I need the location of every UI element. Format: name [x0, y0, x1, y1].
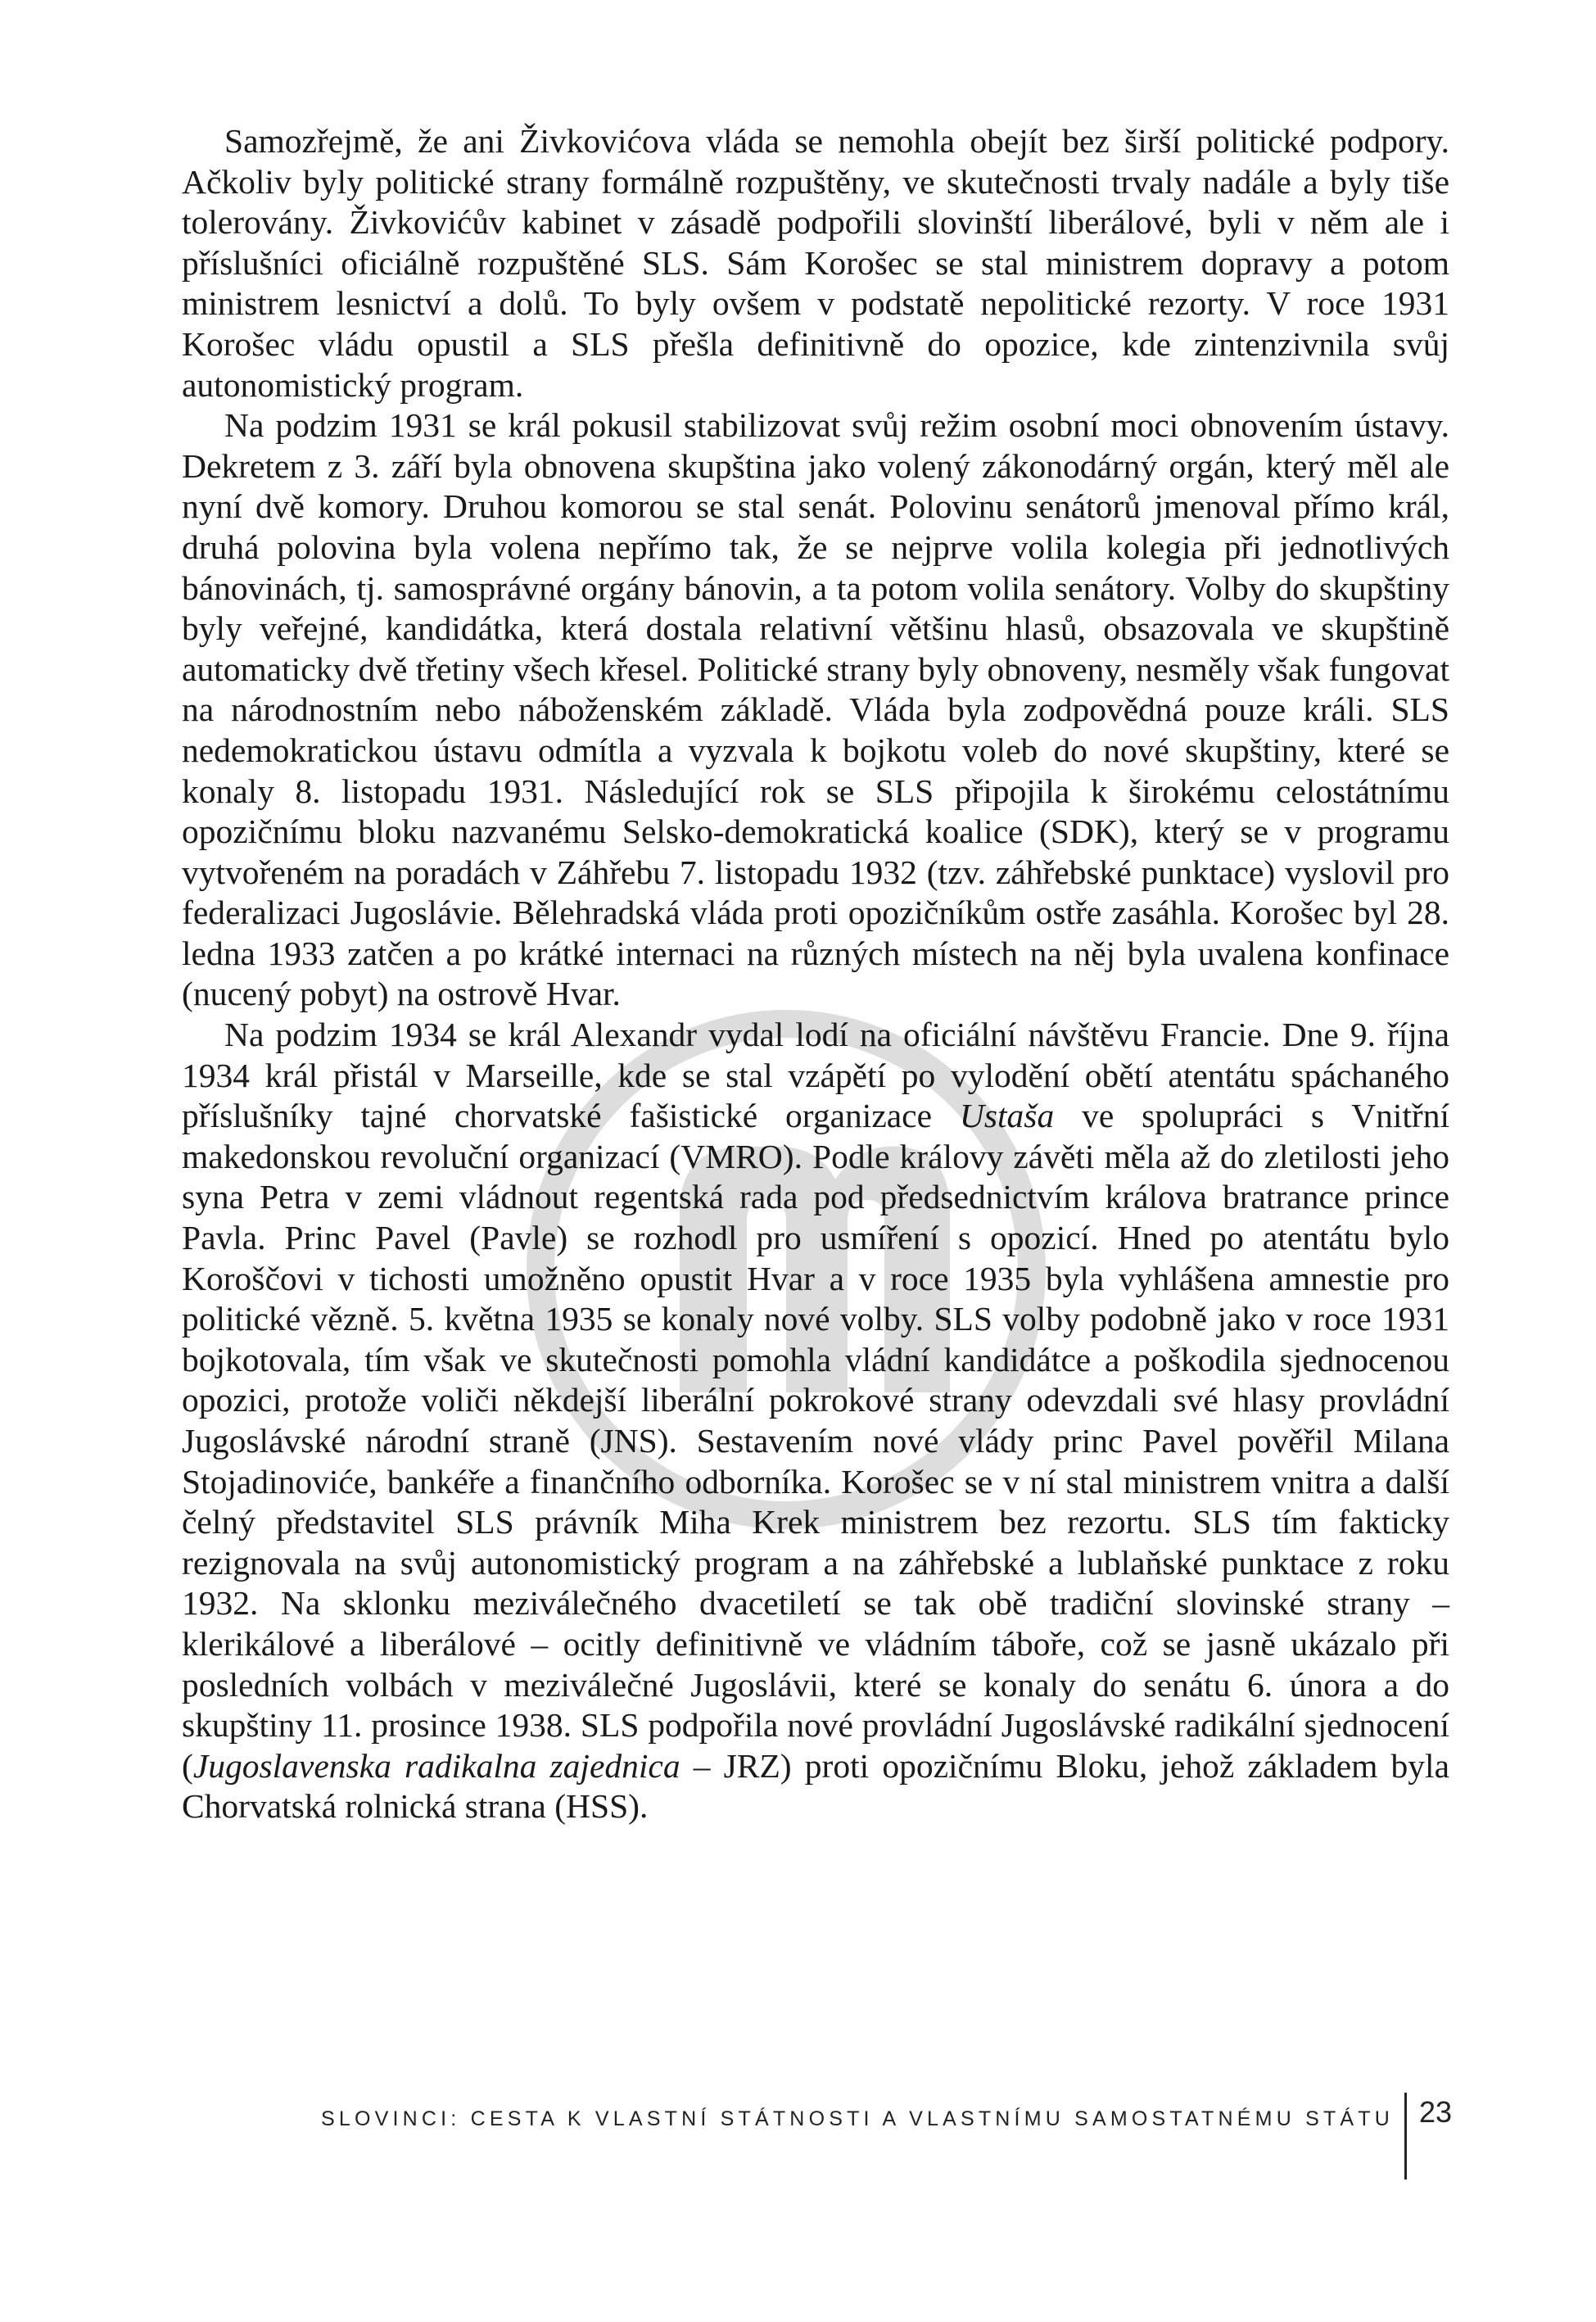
paragraph-text: Na podzim 1934 se král Alexandr vydal lodí na oficiální návštěvu Francie. Dne 9. října 1934 král přistál v Marseille, kde se stal vzápětí po vylodění obětí atentátu spáchaného příslušníky tajné chorvatské fašistické organizace	[182, 1016, 1449, 1135]
paragraph-text: ve spolupráci s Vnitřní makedonskou revoluční organizací (VMRO). Podle královy závěti měla až do zletilosti jeho syna Petra v zemi vládnout regentská rada pod předsednictvím králova bratrance prince Pavla. Princ Pavel (Pavle) se rozhodl pro usmíření s opozicí. Hned po atentátu bylo Koroščovi v tichosti umožněno opustit Hvar a v roce 1935 byla vyhlášena amnestie pro politické vězně. 5. května 1935 se konaly nové volby. SLS volby podobně jako v roce 1931 bojkotovala, tím však ve skutečnosti pomohla vládní kandidátce a poškodila sjednocenou opozici, protože voliči někdejší liberální pokrokové strany odevzdali své hlasy provládní Jugoslávské národní straně (JNS). Sestavením nové vlády princ Pavel pověřil Milana Stojadinoviće, bankéře a finančního odborníka. Korošec se v ní stal ministrem vnitra a další čelný představitel SLS právník Miha Krek ministrem bez rezortu. SLS tím fakticky rezignovala na svůj autonomistický program a na záhřebské a lublaňské punktace z roku 1932. Na sklonku meziválečného dvacetiletí se tak obě tradiční slovinské strany – klerikálové a liberálové – ocitly definitivně ve vládním táboře, což se jasně ukázalo při posledních volbách v meziválečné Jugoslávii, které se konaly do senátu 6. února a do skupštiny 11. prosince 1938. SLS podpořila nové provládní Jugoslávské radikální sjednocení (	[182, 1097, 1449, 1785]
paragraph	[182, 405, 1449, 1015]
running-footer-title: SLOVINCI: CESTA K VLASTNÍ STÁTNOSTI A VLASTNÍMU SAMOSTATNÉMU STÁTU	[321, 2107, 1395, 2130]
paragraph-text: Samozřejmě, že ani Živkovićova vláda se nemohla obejít bez širší politické podpory. Ačkoliv byly politické strany formálně rozpuštěny, ve skutečnosti trvaly nadále a byly tiše tolerovány. Živkovićův kabinet v zásadě podpořili slovinští liberálové, byli v něm ale i příslušníci oficiálně rozpuštěné SLS. Sám Korošec se stal ministrem dopravy a potom ministrem lesnictví a dolů. To byly ovšem v podstatě nepolitické rezorty. V roce 1931 Korošec vládu opustil a SLS přešla definitivně do opozice, kde zintenzivnila svůj autonomistický program.	[182, 122, 1449, 404]
paragraph	[182, 1015, 1449, 1827]
paragraph-text: – JRZ) proti opozičnímu Bloku, jehož základem byla Chorvatská rolnická strana (HSS).	[182, 1746, 1449, 1826]
paragraph	[182, 121, 1449, 405]
footer-divider	[1404, 2093, 1407, 2179]
italic-term: Jugoslavenska radikalna zajednica	[192, 1746, 680, 1785]
paragraph-text: Na podzim 1931 se král pokusil stabilizovat svůj režim osobní moci obnovením ústavy. Dekretem z 3. září byla obnovena skupština jako volený zákonodárný orgán, který měl ale nyní dvě komory. Druhou komorou se stal senát. Polovinu senátorů jmenoval přímo král, druhá polovina byla volena nepřímo tak, že se nejprve volila kolegia při jednotlivých bánovinách, tj. samosprávné orgány bánovin, a ta potom volila senátory. Volby do skupštiny byly veřejné, kandidátka, která dostala relativní většinu hlasů, obsazovala ve skupštině automaticky dvě třetiny všech křesel. Politické strany byly obnoveny, nesměly však fungovat na národnostním nebo náboženském základě. Vláda byla zodpovědná pouze králi. SLS nedemokratickou ústavu odmítla a vyzvala k bojkotu voleb do nové skupštiny, které se konaly 8. listopadu 1931. Následující rok se SLS připojila k širokému celostátnímu opozičnímu bloku nazvanému Selsko-demokratická koalice (SDK), který se v programu vytvořeném na poradách v Záhřebu 7. listopadu 1932 (tzv. záhřebské punktace) vyslovil pro federalizaci Jugoslávie. Bělehradská vláda proti opozičníkům ostře zasáhla. Korošec byl 28. ledna 1933 zatčen a po krátké internaci na různých místech na něj byla uvalena konfinace (nucený pobyt) na ostrově Hvar.	[182, 406, 1449, 1013]
body-text	[182, 121, 1449, 1827]
italic-term: Ustaša	[959, 1097, 1055, 1135]
page-number: 23	[1419, 2095, 1453, 2129]
